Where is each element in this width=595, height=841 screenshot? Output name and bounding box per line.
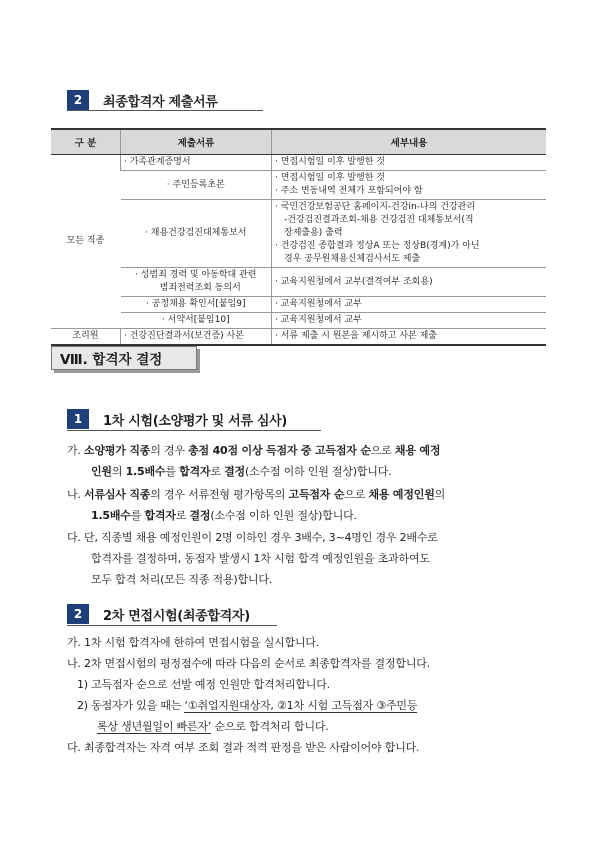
section-title: 최종합격자 제출서류 bbox=[103, 94, 218, 110]
detail-line: 장제출용) 출력 bbox=[284, 228, 343, 238]
header-category: 구 분 bbox=[51, 129, 121, 155]
list-item: 다. 최종합격자는 자격 여부 조회 결과 적격 판정을 받은 사람이어야 합니다. bbox=[67, 741, 420, 754]
detail-line: · 면접시험일 이후 발행한 것 bbox=[275, 156, 543, 169]
text-bold: 결정 bbox=[189, 509, 211, 522]
text-bold: 결정 bbox=[224, 465, 245, 478]
section-title: 1차 시험(소양평가 및 서류 심사) bbox=[103, 413, 288, 429]
text-bold: 채용 예정 bbox=[394, 444, 441, 457]
detail-line: · 건강검진 종합결과 정상A 또는 정상B(경계)가 아닌 bbox=[275, 240, 543, 253]
document-cell: · 채용건강검진대체통보서 bbox=[121, 200, 272, 268]
detail-line: -건강검진결과조회-채용 건강검진 대체통보서(직 bbox=[284, 215, 474, 225]
text: 으로 bbox=[370, 444, 395, 457]
section-heading-second-exam bbox=[67, 603, 250, 625]
section-underline bbox=[67, 625, 277, 626]
text: 를 bbox=[165, 465, 180, 478]
section-number: 2 bbox=[67, 90, 89, 110]
detail-line: · 서류 제출 시 원본을 제시하고 사본 제출 bbox=[275, 330, 543, 343]
document-line: 범죄전력조회 동의서 bbox=[159, 283, 241, 293]
text: 모두 합격 처리(모든 직종 적용)합니다. bbox=[91, 573, 273, 586]
detail-line: · 교육지원청에서 교부 bbox=[275, 314, 543, 327]
text-bold: 합격자 bbox=[144, 509, 176, 522]
details-cell bbox=[272, 155, 547, 171]
item-label: 가. bbox=[67, 444, 81, 457]
chapter-heading: Ⅷ. 합격자 결정 bbox=[51, 346, 197, 370]
text: 으로 bbox=[344, 488, 369, 501]
header-document: 제출서류 bbox=[121, 129, 272, 155]
list-item: 나. 2차 면접시험의 평정점수에 따라 다음의 순서로 최종합격자를 결정합니다. bbox=[67, 657, 430, 670]
paragraph-na bbox=[67, 484, 545, 526]
detail-line: · 교육지원청에서 교부(결격여부 조회용) bbox=[275, 276, 543, 289]
text: 2) 동점자가 있을 때는 bbox=[77, 699, 185, 712]
details-cell bbox=[272, 313, 547, 329]
documents-table bbox=[51, 128, 546, 346]
text: 의 bbox=[434, 488, 446, 501]
text-bold: 소양평가 직종 bbox=[84, 444, 151, 457]
text: 의 경우 서류전형 평가항목의 bbox=[150, 488, 289, 501]
table-row bbox=[51, 200, 546, 268]
text-underlined: 록상 생년월일이 빠른자’ bbox=[97, 720, 212, 733]
text-bold: 1.5배수 bbox=[91, 509, 131, 522]
table-row bbox=[51, 155, 546, 171]
detail-line: · 주소 변동내역 전체가 포함되어야 함 bbox=[275, 185, 543, 198]
details-cell bbox=[272, 268, 547, 297]
list-item: 가. 1차 시험 합격자에 한하여 면접시험을 실시합니다. bbox=[67, 636, 320, 649]
text: 의 경우 bbox=[150, 444, 189, 457]
table-row bbox=[51, 268, 546, 297]
document-cell: · 건강진단결과서(보건증) 사본 bbox=[121, 329, 272, 346]
text: (소수점 이하 인원 절상)합니다. bbox=[210, 509, 357, 522]
text: 를 bbox=[130, 509, 145, 522]
section-title: 2차 면접시험(최종합격자) bbox=[103, 608, 250, 624]
details-cell bbox=[272, 171, 547, 200]
table-row bbox=[51, 297, 546, 313]
detail-line: · 국민건강보험공단 홈페이지-건강in-나의 건강관리 bbox=[275, 201, 543, 214]
text: 로 bbox=[210, 465, 225, 478]
item-label: 나. bbox=[67, 488, 81, 501]
detail-line: · 면접시험일 이후 발행한 것 bbox=[275, 172, 543, 185]
text: 순으로 합격처리 합니다. bbox=[211, 720, 329, 733]
text: 의 bbox=[111, 465, 126, 478]
document-cell: · 가족관계증명서 bbox=[121, 155, 272, 171]
paragraph-list bbox=[67, 632, 545, 758]
list-item-continued bbox=[67, 716, 545, 737]
details-cell bbox=[272, 297, 547, 313]
section-number: 2 bbox=[67, 604, 89, 624]
text-bold: 1.5배수 bbox=[125, 465, 166, 478]
table-row bbox=[51, 313, 546, 329]
paragraph-ga bbox=[67, 440, 545, 482]
text: 로 bbox=[175, 509, 190, 522]
document-cell: · 주민등록초본 bbox=[121, 171, 272, 200]
text-bold: 서류심사 직종 bbox=[84, 488, 151, 501]
text-underlined: ‘①취업지원대상자, ②1차 시험 고득점자 ③주민등 bbox=[184, 699, 418, 712]
list-item bbox=[67, 695, 545, 716]
header-details: 세부내용 bbox=[272, 129, 547, 155]
item-label: 다. bbox=[67, 531, 81, 544]
category-cell: 모든 직종 bbox=[51, 155, 121, 329]
text-bold: 고득점자 순 bbox=[288, 488, 345, 501]
text-bold: 채용 예정인원 bbox=[368, 488, 435, 501]
section-number: 1 bbox=[67, 409, 89, 429]
table-row bbox=[51, 329, 546, 346]
table-header-row bbox=[51, 129, 546, 155]
section-heading-final-documents bbox=[67, 89, 218, 111]
details-cell bbox=[272, 329, 547, 346]
document-line: · 성범죄 경력 및 아동학대 관련 bbox=[124, 269, 269, 282]
category-cell: 조리원 bbox=[51, 329, 121, 346]
detail-line: 경우 공무원채용신체검사서도 제출 bbox=[284, 254, 421, 264]
paragraph-da bbox=[67, 527, 545, 590]
document-cell bbox=[121, 268, 272, 297]
document-cell: · 공정채용 확인서[붙임9] bbox=[121, 297, 272, 313]
text: 단, 직종별 채용 예정인원이 2명 이하인 경우 3배수, 3~4명인 경우 2배수로 bbox=[84, 531, 438, 544]
document-cell: · 서약서[붙임10] bbox=[121, 313, 272, 329]
detail-line: · 교육지원청에서 교부 bbox=[275, 298, 543, 311]
table-row bbox=[51, 171, 546, 200]
section-underline bbox=[67, 110, 263, 111]
text-bold: 합격자 bbox=[179, 465, 211, 478]
text: (소수점 이하 인원 절상)합니다. bbox=[244, 465, 392, 478]
text: 합격자를 결정하며, 동점자 발생시 1차 시험 합격 예정인원을 초과하여도 bbox=[91, 552, 430, 565]
section-heading-first-exam bbox=[67, 408, 287, 430]
text-bold: 인원 bbox=[91, 465, 112, 478]
section-underline bbox=[67, 430, 321, 431]
text-bold: 총점 40점 이상 득점자 중 고득점자 순 bbox=[188, 444, 371, 457]
details-cell bbox=[272, 200, 547, 268]
list-item: 1) 고득점자 순으로 선발 예정 인원만 합격처리합니다. bbox=[77, 678, 330, 691]
